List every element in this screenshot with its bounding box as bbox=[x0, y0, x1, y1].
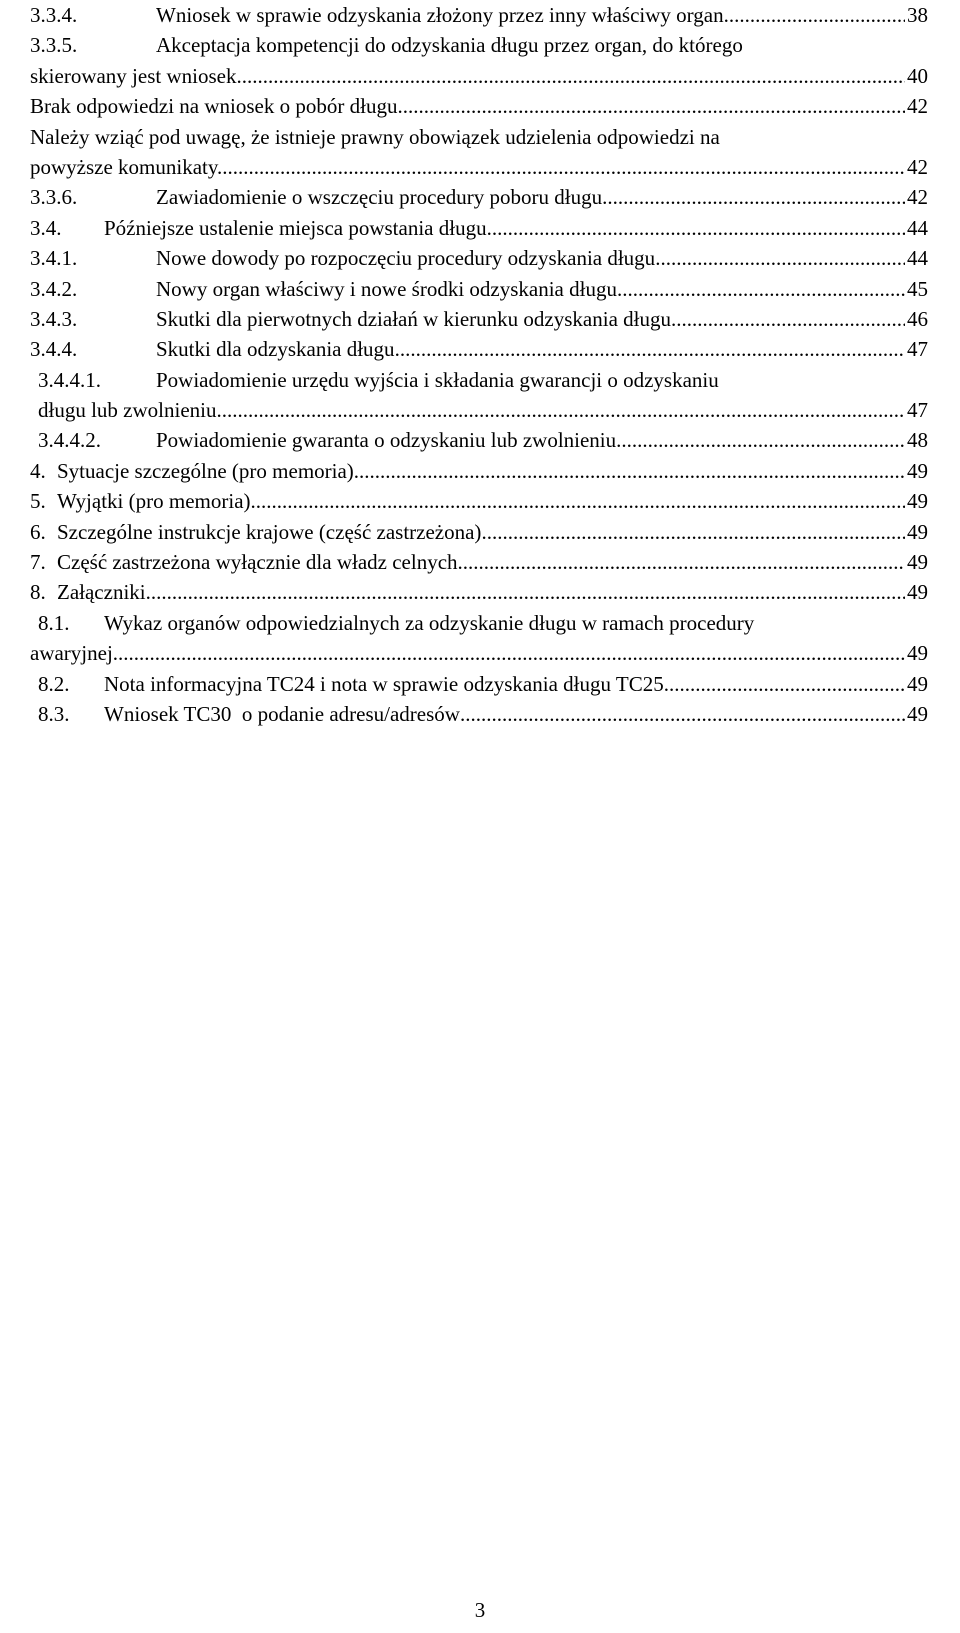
toc-entry-8-3[interactable] bbox=[30, 699, 928, 729]
toc-entry-brak-odpowiedzi[interactable] bbox=[30, 91, 928, 121]
toc-entry-page: 45 bbox=[907, 276, 928, 301]
toc-entry-3-3-4[interactable] bbox=[30, 0, 928, 30]
toc-entry-page: 49 bbox=[907, 701, 928, 726]
toc-entry-number: 4. bbox=[30, 458, 46, 483]
toc-entry-page: 44 bbox=[907, 246, 928, 271]
toc-entry-3-4-2[interactable] bbox=[30, 274, 928, 304]
toc-entry-6[interactable] bbox=[30, 517, 928, 547]
toc-entry-8-2[interactable] bbox=[30, 669, 928, 699]
toc-entry-title: Powiadomienie urzędu wyjścia i składania gwarancji o odzyskaniu bbox=[156, 367, 719, 392]
toc-entry-page: 49 bbox=[907, 550, 928, 575]
toc-entry-page: 49 bbox=[907, 671, 928, 696]
toc-entry-title: Wniosek w sprawie odzyskania złożony przez inny właściwy organ bbox=[156, 3, 724, 27]
toc-entry-3-3-6[interactable] bbox=[30, 182, 928, 212]
toc-entry-number: 3.4.4.1. bbox=[38, 367, 101, 392]
toc-entry-number: 6. bbox=[30, 519, 46, 544]
toc-entry-title: Wyjątki (pro memoria) bbox=[57, 489, 251, 514]
toc-entry-4[interactable] bbox=[30, 456, 928, 486]
toc-entry-title: Należy wziąć pod uwagę, że istnieje prawny obowiązek udzielenia odpowiedzi na bbox=[30, 124, 720, 149]
toc-entry-title: Skutki dla odzyskania długu bbox=[156, 337, 395, 362]
toc-entry-nalezy-wziac-continued[interactable] bbox=[30, 152, 928, 182]
toc-entry-page: 49 bbox=[907, 458, 928, 483]
toc-entry-title: długu lub zwolnieniu bbox=[38, 398, 217, 423]
toc-entry-page: 49 bbox=[907, 519, 928, 544]
toc-entry-title: Wykaz organów odpowiedzialnych za odzyskanie długu w ramach procedury bbox=[104, 610, 755, 635]
toc-entry-page: 40 bbox=[907, 63, 928, 88]
toc-entry-3-4-3[interactable] bbox=[30, 304, 928, 334]
toc-entry-title: powyższe komunikaty. bbox=[30, 154, 223, 179]
toc-entry-number: 3.4.1. bbox=[30, 246, 78, 271]
toc-entry-3-4-4-1[interactable] bbox=[30, 365, 928, 395]
toc-entry-page: 48 bbox=[907, 428, 928, 453]
toc-entry-number: 8. bbox=[30, 580, 46, 605]
toc-entry-page: 44 bbox=[907, 215, 928, 240]
toc-entry-page: 42 bbox=[907, 185, 928, 210]
toc-entry-number: 5. bbox=[30, 489, 46, 514]
toc-entry-number: 8.3. bbox=[38, 701, 70, 726]
toc-entry-title: awaryjnej bbox=[30, 641, 113, 666]
toc-entry-number: 3.4. bbox=[30, 215, 62, 240]
toc-entry-title: Sytuacje szczególne (pro memoria) bbox=[57, 458, 354, 483]
toc-entry-title: Nota informacyjna TC24 i nota w sprawie odzyskania długu TC25 bbox=[104, 671, 664, 696]
toc-entry-title: Późniejsze ustalenie miejsca powstania długu bbox=[104, 215, 487, 240]
toc-entry-3-4[interactable] bbox=[30, 213, 928, 243]
toc-entry-3-4-4[interactable] bbox=[30, 334, 928, 364]
toc-entry-nalezy-wziac[interactable] bbox=[30, 122, 928, 152]
toc-entry-5[interactable] bbox=[30, 486, 928, 516]
toc-entry-title: Akceptacja kompetencji do odzyskania długu przez organ, do którego bbox=[156, 33, 743, 58]
toc-entry-3-3-5[interactable] bbox=[30, 30, 928, 60]
toc-entry-title: Nowy organ właściwy i nowe środki odzyskania długu bbox=[156, 276, 617, 301]
toc-entry-title: Część zastrzeżona wyłącznie dla władz celnych bbox=[57, 550, 458, 575]
toc-entry-number: 3.4.2. bbox=[30, 276, 78, 301]
toc-entry-3-4-1[interactable] bbox=[30, 243, 928, 273]
toc-entry-title: Szczególne instrukcje krajowe (część zastrzeżona) bbox=[57, 519, 482, 544]
toc-entry-3-4-4-2[interactable] bbox=[30, 425, 928, 455]
toc-entry-title: Załączniki bbox=[57, 580, 146, 605]
toc-entry-number: 3.3.4. bbox=[30, 3, 78, 27]
toc-entry-number: 3.3.5. bbox=[30, 33, 78, 58]
toc-entry-title: Skutki dla pierwotnych działań w kierunku odzyskania długu bbox=[156, 306, 671, 331]
toc-entry-title: Powiadomienie gwaranta o odzyskaniu lub zwolnieniu bbox=[156, 428, 617, 453]
toc-entry-7[interactable] bbox=[30, 547, 928, 577]
toc-entry-title: skierowany jest wniosek. bbox=[30, 63, 242, 88]
table-of-contents bbox=[30, 0, 928, 729]
page-number: 3 bbox=[474, 1598, 486, 1622]
toc-entry-number: 3.4.4. bbox=[30, 337, 78, 362]
toc-entry-number: 3.4.3. bbox=[30, 306, 78, 331]
toc-entry-page: 47 bbox=[907, 337, 928, 362]
toc-entry-page: 42 bbox=[907, 154, 928, 179]
toc-entry-8[interactable] bbox=[30, 577, 928, 607]
toc-entry-page: 42 bbox=[907, 94, 928, 119]
toc-entry-3-3-5-continued[interactable] bbox=[30, 61, 928, 91]
toc-entry-title: Brak odpowiedzi na wniosek o pobór długu bbox=[30, 94, 398, 119]
toc-entry-page: 46 bbox=[907, 306, 928, 331]
toc-entry-8-1-continued[interactable] bbox=[30, 638, 928, 668]
toc-entry-page: 49 bbox=[907, 489, 928, 514]
toc-entry-title: Zawiadomienie o wszczęciu procedury poboru długu bbox=[156, 185, 603, 210]
toc-entry-number: 8.2. bbox=[38, 671, 70, 696]
toc-entry-page: 49 bbox=[907, 580, 928, 605]
toc-entry-page: 49 bbox=[907, 641, 928, 666]
toc-entry-3-4-4-1-continued[interactable] bbox=[30, 395, 928, 425]
toc-entry-title: Wniosek TC30 o podanie adresu/adresów bbox=[104, 701, 460, 726]
toc-entry-page: 38 bbox=[907, 3, 928, 27]
toc-entry-number: 3.4.4.2. bbox=[38, 428, 101, 453]
toc-entry-title: Nowe dowody po rozpoczęciu procedury odzyskania długu bbox=[156, 246, 656, 271]
toc-entry-number: 3.3.6. bbox=[30, 185, 78, 210]
toc-entry-8-1[interactable] bbox=[30, 608, 928, 638]
toc-entry-number: 8.1. bbox=[38, 610, 70, 635]
toc-entry-number: 7. bbox=[30, 550, 46, 575]
toc-entry-page: 47 bbox=[907, 398, 928, 423]
